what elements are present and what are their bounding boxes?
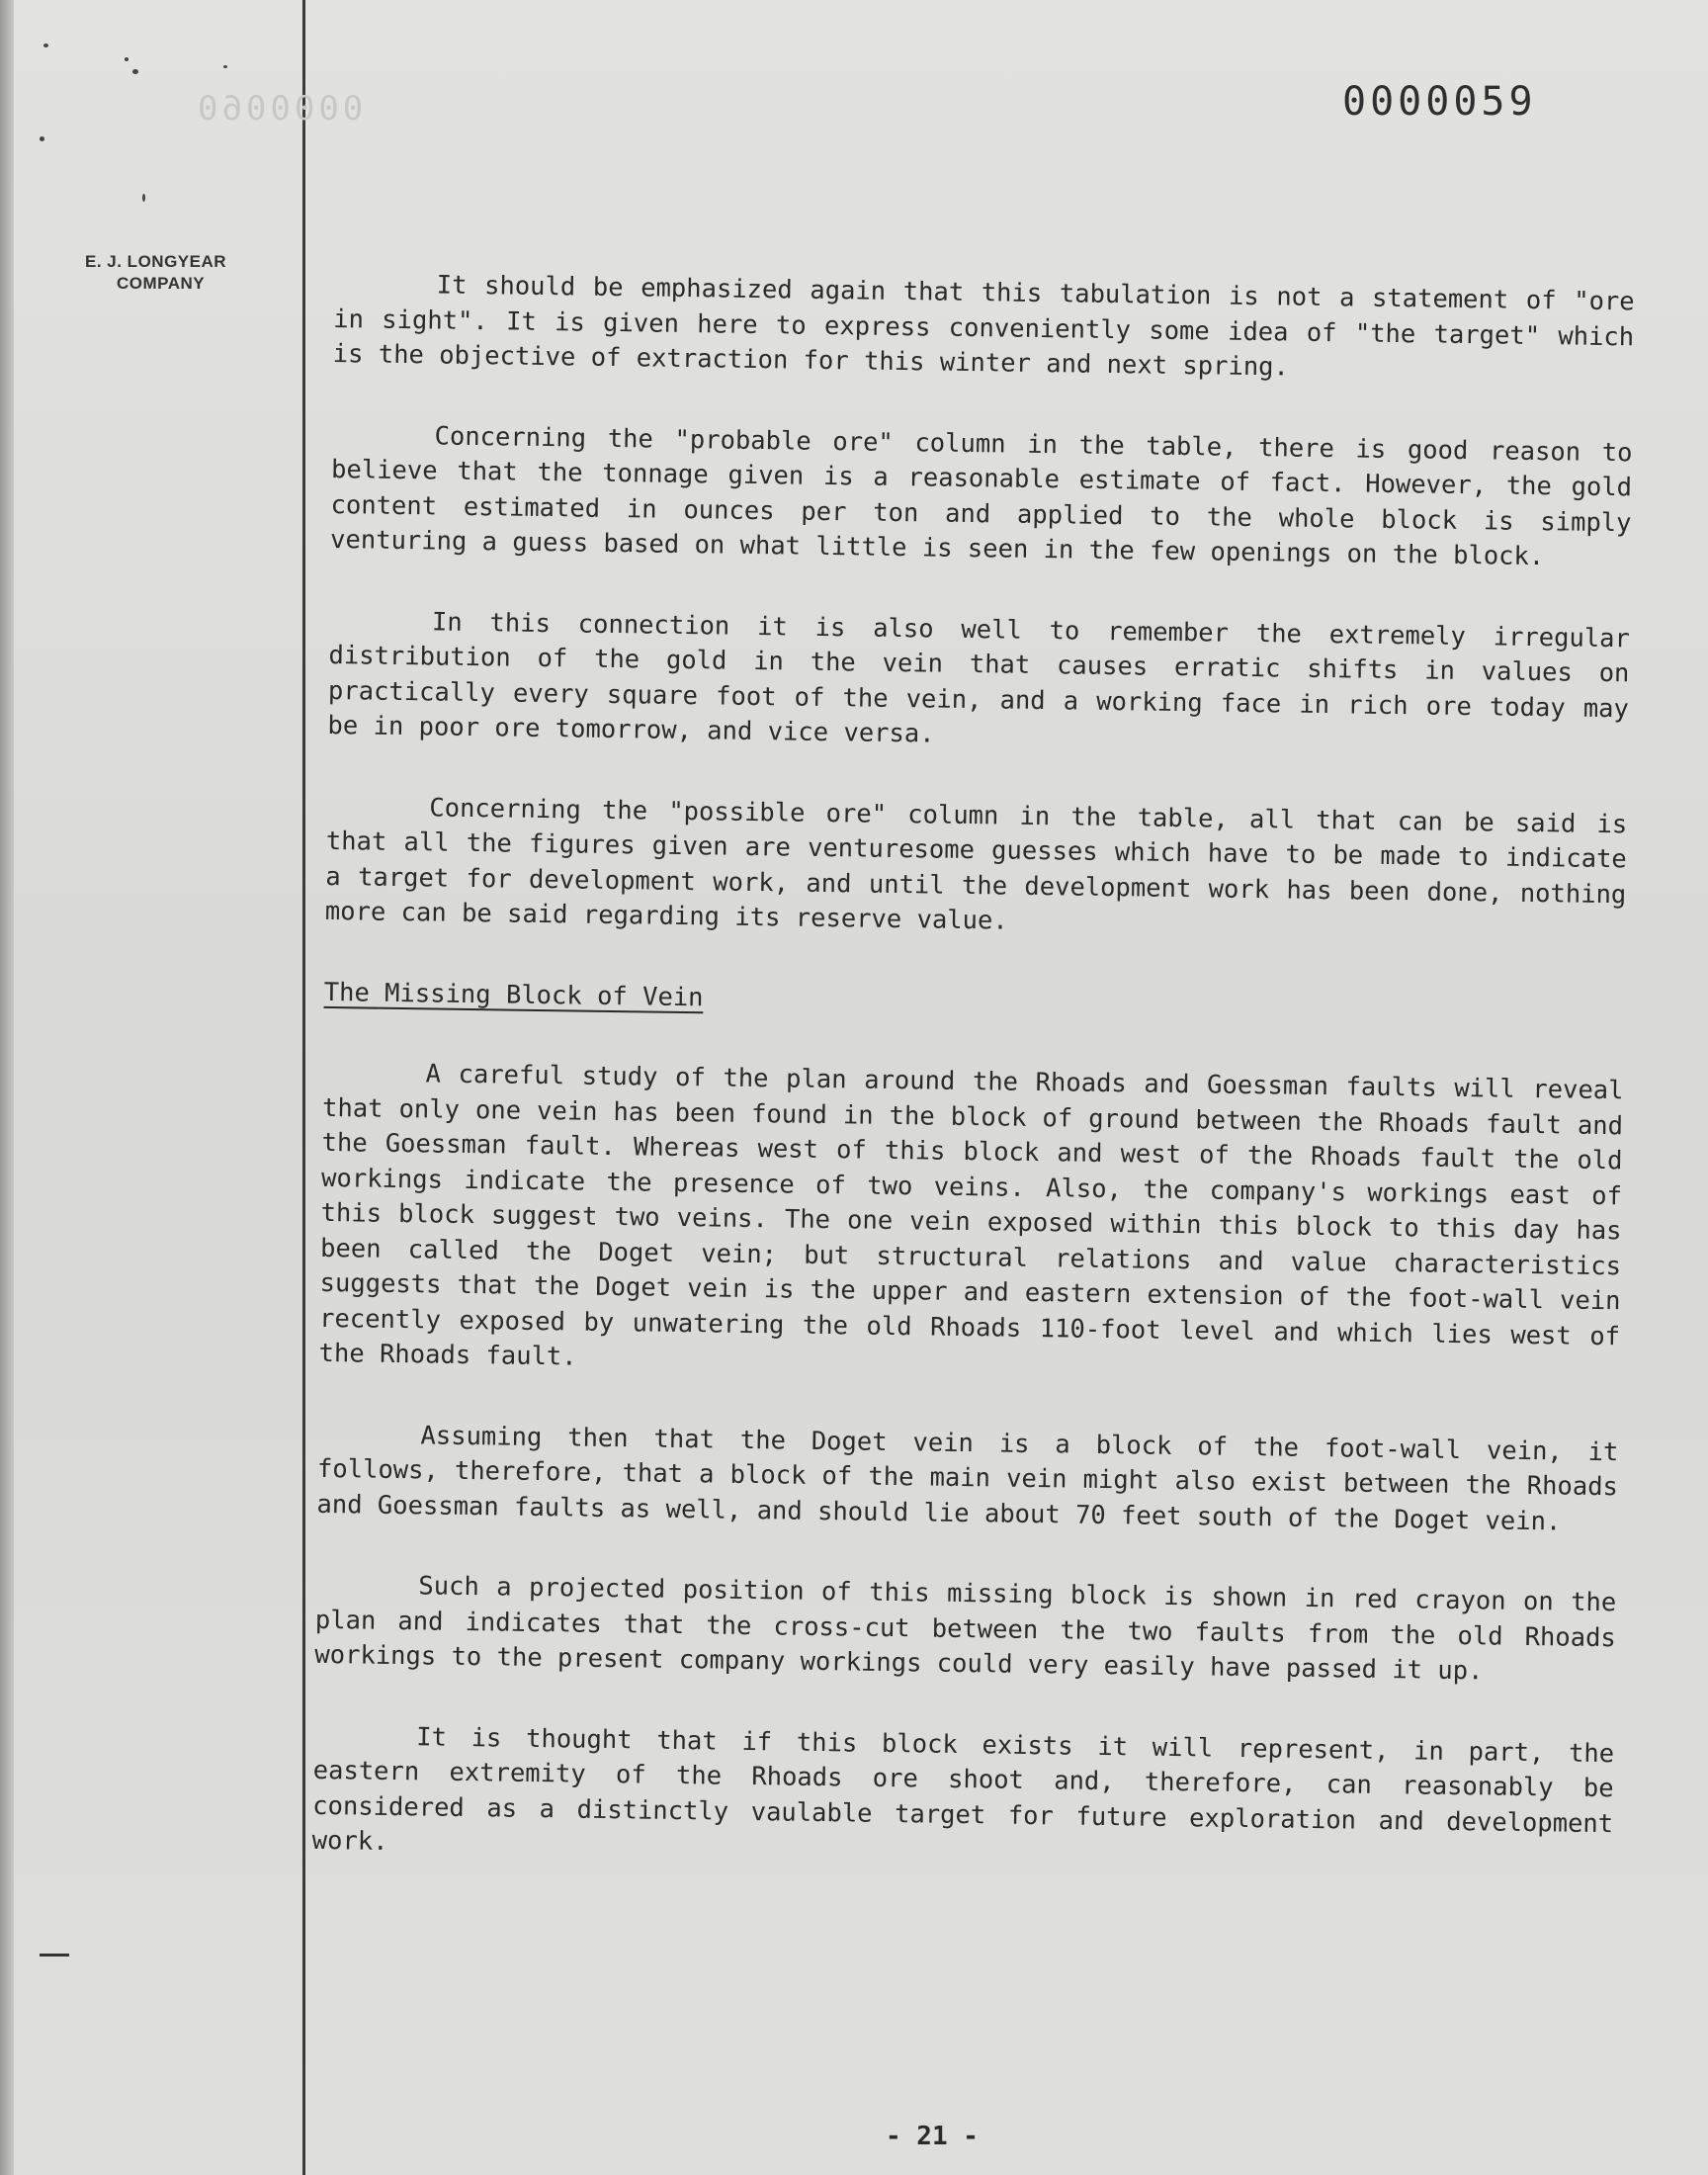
letterhead — [85, 251, 283, 295]
paragraph: Concerning the "probable ore" column in the table, there is good reason to believe that the tonnage given is a reasonable estimate of fact. However, the gold content estimated in ounces per ton and applied to the whole block is simply venturing a guess based on what little is seen in the few openings on the block. — [329, 420, 1633, 572]
scan-speck — [43, 44, 48, 47]
margin-mark — [40, 1954, 69, 1957]
scan-speck — [223, 65, 227, 68]
document-number: 0000059 — [1342, 79, 1537, 125]
paragraph: Such a projected position of this missing block is shown in red crayon on the plan and indicates that the cross-cut between the two faults from the old Rhoads workings to the present company workings could very easily have passed it up. — [314, 1571, 1617, 1687]
scan-speck — [132, 69, 138, 74]
bleed-through-number: 0000060 — [194, 89, 364, 129]
paragraph: It should be emphasized again that this tabulation is not a statement of "ore in sight". It is given here to express conveniently some idea of "the target" which is the objective of extraction for this winter and next spring. — [332, 270, 1635, 383]
paragraph: It is thought that if this block exists it will represent, in part, the eastern extremity of the Rhoads ore shoot and, therefore, can reasonably be considered as a distinctly vaulable target for future exploration and development work. — [311, 1721, 1615, 1857]
margin-rule — [302, 0, 305, 2175]
page-number: - 21 - — [886, 2122, 979, 2151]
body-text — [311, 267, 1635, 1923]
scan-speck — [142, 194, 145, 202]
scan-edge — [0, 0, 14, 2175]
scan-speck — [125, 57, 128, 61]
letterhead-line1: E. J. LONGYEAR — [85, 252, 227, 271]
paragraph: A careful study of the plan around the Rhoads and Goessman faults will reveal that only one vein has been found in the block of ground between the Rhoads fault and the Goessman fault. Whereas west of this block and west of the Rhoads fault the old workings indicate the presence of two veins. Also, the company's workings east of this block suggest two veins. The one vein exposed within this block to this day has been called the Doget vein; but structural relations and value characteristics suggests that the Doget vein is the upper and eastern extension of the foot-wall vein recently exposed by unwatering the old Rhoads 110-foot level and which lies west of the Rhoads fault. — [318, 1059, 1624, 1372]
paragraph: Concerning the "possible ore" column in the table, all that can be said is that all the figures given are venturesome guesses which have to be made to indicate a target for development work, and until the development work has been done, nothing more can be said regarding its reserve value. — [324, 792, 1628, 936]
letterhead-line2: COMPANY — [117, 274, 206, 293]
scan-speck — [40, 136, 44, 141]
paragraph: Assuming then that the Doget vein is a block of the foot-wall vein, it follows, therefore, that a block of the main vein might also exist between the Rhoads and Goessman faults as well, and should lie about 70 feet south of the Doget vein. — [316, 1420, 1619, 1536]
section-heading: The Missing Block of Vein — [323, 977, 704, 1012]
paragraph: In this connection it is also well to remember the extremely irregular distribution of the gold in the vein that causes erratic shifts in values on practically every square foot of the vein, and a working face in rich ore today may be in poor ore tomorrow, and vice versa. — [327, 606, 1631, 749]
